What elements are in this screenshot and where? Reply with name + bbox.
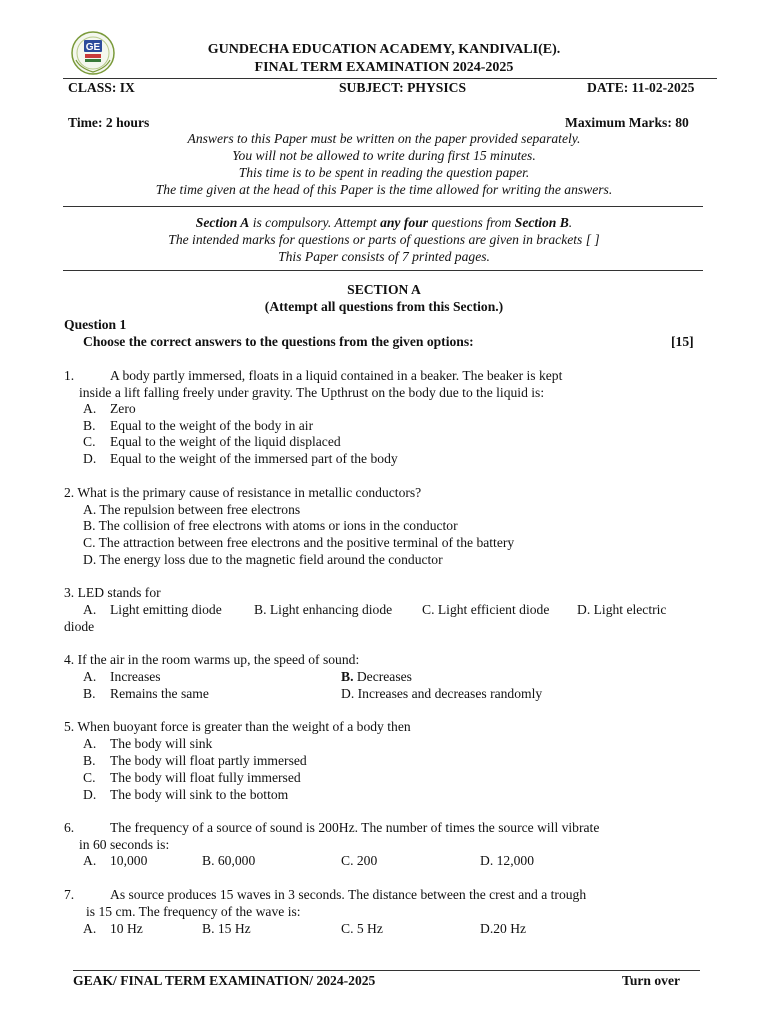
option-text: B. Light enhancing diode [254, 602, 393, 617]
option-text: 10,000 [110, 853, 148, 868]
option-text: D. 12,000 [480, 853, 534, 868]
option-key: A. [83, 736, 97, 751]
subject-label: SUBJECT: PHYSICS [339, 80, 467, 95]
option-text: C. 5 Hz [341, 921, 383, 936]
option-key: A. [83, 602, 97, 617]
section-rule-line: Section A is compulsory. Attempt any four questions from Section B. [195, 215, 573, 230]
option-text: 10 Hz [110, 921, 143, 936]
option-text: D. Increases and decreases randomly [341, 686, 543, 701]
time-label: Time: 2 hours [68, 115, 150, 130]
footer-rule [73, 970, 700, 971]
option-text: Light emitting diode [110, 602, 222, 617]
option-text: Remains the same [110, 686, 209, 701]
section-title: SECTION A [347, 282, 421, 297]
option-text: B. 60,000 [202, 853, 256, 868]
question-stem: A body partly immersed, floats in a liquid contained in a beaker. The beaker is kept [110, 368, 563, 383]
option-text: The body will sink to the bottom [110, 787, 289, 802]
option-text: Zero [110, 401, 136, 416]
option-text: Equal to the weight of the body in air [110, 418, 314, 433]
question-number: 6. [64, 820, 75, 835]
option-text: The body will sink [110, 736, 213, 751]
instruction-line: This time is to be spent in reading the question paper. [238, 165, 530, 180]
footer-left: GEAK/ FINAL TERM EXAMINATION/ 2024-2025 [73, 973, 376, 988]
option-text: B. 15 Hz [202, 921, 251, 936]
date-label: DATE: 11-02-2025 [587, 80, 695, 95]
divider [63, 270, 703, 271]
option-text: The body will float partly immersed [110, 753, 307, 768]
option-key: A. [83, 669, 97, 684]
footer-right: Turn over [622, 973, 681, 988]
directive: Choose the correct answers to the questions from the given options: [83, 334, 474, 349]
question-stem: is 15 cm. The frequency of the wave is: [86, 904, 301, 919]
question-stem: 2. What is the primary cause of resistance in metallic conductors? [64, 485, 422, 500]
option-text: Increases [110, 669, 161, 684]
option-key: C. [83, 770, 96, 785]
question-stem: inside a lift falling freely under gravity. The Upthrust on the body due to the liquid is: [79, 385, 545, 400]
option-text: C. The attraction between free electrons and the positive terminal of the battery [83, 535, 515, 550]
option-text: B. Decreases [341, 669, 412, 684]
question-label: Question 1 [64, 317, 127, 332]
question-stem: The frequency of a source of sound is 200Hz. The number of times the source will vibrate [110, 820, 600, 835]
question-stem: As source produces 15 waves in 3 seconds. The distance between the crest and a trough [110, 887, 587, 902]
instruction-line: You will not be allowed to write during first 15 minutes. [232, 148, 536, 163]
option-text-wrap: diode [64, 619, 95, 634]
section-subtitle: (Attempt all questions from this Section.) [264, 299, 504, 314]
class-label: CLASS: IX [68, 80, 135, 95]
question-number: 1. [64, 368, 75, 383]
instruction-line: Answers to this Paper must be written on the paper provided separately. [187, 131, 581, 146]
option-text: C. 200 [341, 853, 378, 868]
option-text: D. The energy loss due to the magnetic field around the conductor [83, 552, 443, 567]
question-stem: 5. When buoyant force is greater than the weight of a body then [64, 719, 411, 734]
option-key: A. [83, 921, 97, 936]
question-stem: 4. If the air in the room warms up, the speed of sound: [64, 652, 360, 667]
instruction-line: The time given at the head of this Paper is the time allowed for writing the answers. [155, 182, 613, 197]
option-key: B. [83, 418, 96, 433]
question-stem: 3. LED stands for [64, 585, 161, 600]
marks-bracket: [15] [671, 334, 694, 349]
school-name: GUNDECHA EDUCATION ACADEMY, KANDIVALI(E). [207, 42, 561, 57]
option-text: Equal to the weight of the liquid displaced [110, 434, 341, 449]
pages-note: This Paper consists of 7 printed pages. [278, 249, 490, 264]
option-key: D. [83, 451, 97, 466]
option-text: A. The repulsion between free electrons [83, 502, 301, 517]
exam-title: FINAL TERM EXAMINATION 2024-2025 [254, 60, 514, 75]
option-key: A. [83, 401, 97, 416]
option-text: The body will float fully immersed [110, 770, 301, 785]
option-text: C. Light efficient diode [422, 602, 550, 617]
option-text: Equal to the weight of the immersed part of the body [110, 451, 398, 466]
option-key: B. [83, 753, 96, 768]
header-rule [63, 78, 717, 79]
question-stem: in 60 seconds is: [79, 837, 170, 852]
option-key: D. [83, 787, 97, 802]
option-key: C. [83, 434, 96, 449]
option-key: A. [83, 853, 97, 868]
option-text: B. The collision of free electrons with atoms or ions in the conductor [83, 518, 458, 533]
option-text: D.20 Hz [480, 921, 527, 936]
logo-text: GE [85, 42, 101, 53]
option-text: D. Light electric [577, 602, 667, 617]
divider [63, 206, 703, 207]
max-marks-label: Maximum Marks: 80 [565, 115, 689, 130]
option-key: B. [83, 686, 96, 701]
question-number: 7. [64, 887, 75, 902]
marks-note: The intended marks for questions or parts of questions are given in brackets [ ] [168, 232, 600, 247]
